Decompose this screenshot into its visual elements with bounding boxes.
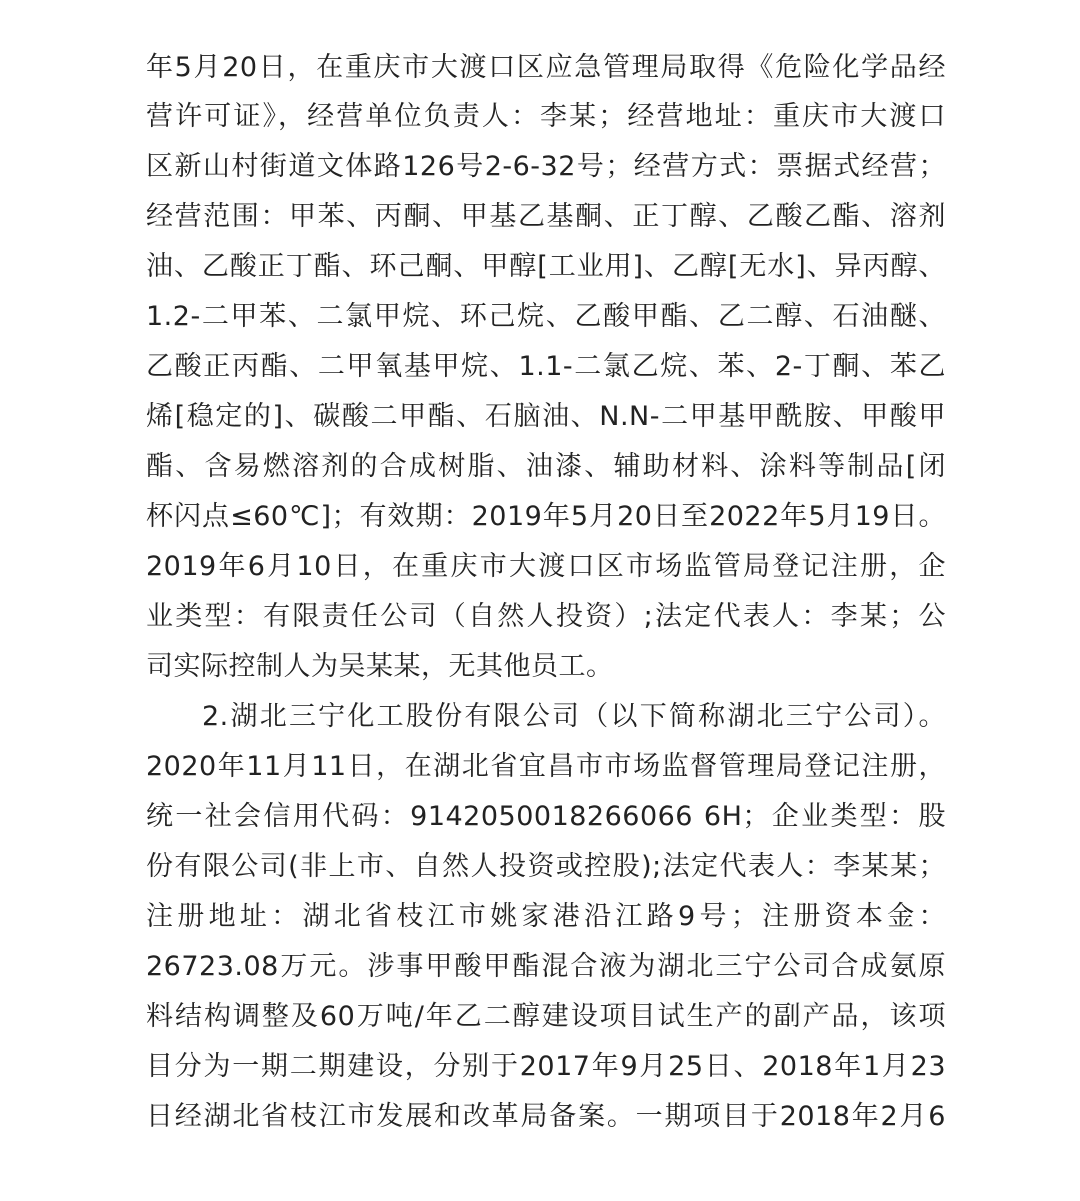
text-line: 区新山村街道文体路126号2-6-32号；经营方式：票据式经营； [146,151,946,182]
section-heading-line: 2.湖北三宁化工股份有限公司（以下简称湖北三宁公司）。 [202,701,946,732]
text-line: 营许可证》，经营单位负责人：李某；经营地址：重庆市大渡口 [146,101,946,132]
text-line: 乙酸正丙酯、二甲氧基甲烷、1.1-二氯乙烷、苯、2-丁酮、苯乙 [146,351,946,382]
text-line: 26723.08万元。涉事甲酸甲酯混合液为湖北三宁公司合成氨原 [146,951,946,982]
text-line: 2020年11月11日，在湖北省宜昌市市场监督管理局登记注册， [146,751,946,782]
text-line: 份有限公司(非上市、自然人投资或控股);法定代表人：李某某； [146,851,946,882]
text-line: 杯闪点≤60℃]；有效期：2019年5月20日至2022年5月19日。 [146,501,946,532]
text-line: 油、乙酸正丁酯、环己酮、甲醇[工业用]、乙醇[无水]、异丙醇、 [146,251,946,282]
text-line: 烯[稳定的]、碳酸二甲酯、石脑油、N.N-二甲基甲酰胺、甲酸甲 [146,401,946,432]
text-line: 统一社会信用代码：9142050018266066 6H；企业类型：股 [146,801,946,832]
text-line: 目分为一期二期建设，分别于2017年9月25日、2018年1月23 [146,1051,946,1082]
text-line: 1.2-二甲苯、二氯甲烷、环己烷、乙酸甲酯、乙二醇、石油醚、 [146,301,946,332]
text-line: 2019年6月10日，在重庆市大渡口区市场监管局登记注册，企 [146,551,946,582]
text-line: 注册地址：湖北省枝江市姚家港沿江路9号；注册资本金： [146,901,946,932]
text-line: 业类型：有限责任公司（自然人投资）;法定代表人：李某；公 [146,601,946,632]
text-line: 经营范围：甲苯、丙酮、甲基乙基酮、正丁醇、乙酸乙酯、溶剂 [146,201,946,232]
text-line: 日经湖北省枝江市发展和改革局备案。一期项目于2018年2月6 [146,1101,946,1132]
text-line: 年5月20日，在重庆市大渡口区应急管理局取得《危险化学品经 [146,52,946,83]
text-line: 酯、含易燃溶剂的合成树脂、油漆、辅助材料、涂料等制品[闭 [146,451,946,482]
text-line: 司实际控制人为吴某某，无其他员工。 [146,651,614,682]
text-line: 料结构调整及60万吨/年乙二醇建设项目试生产的副产品，该项 [146,1001,946,1032]
